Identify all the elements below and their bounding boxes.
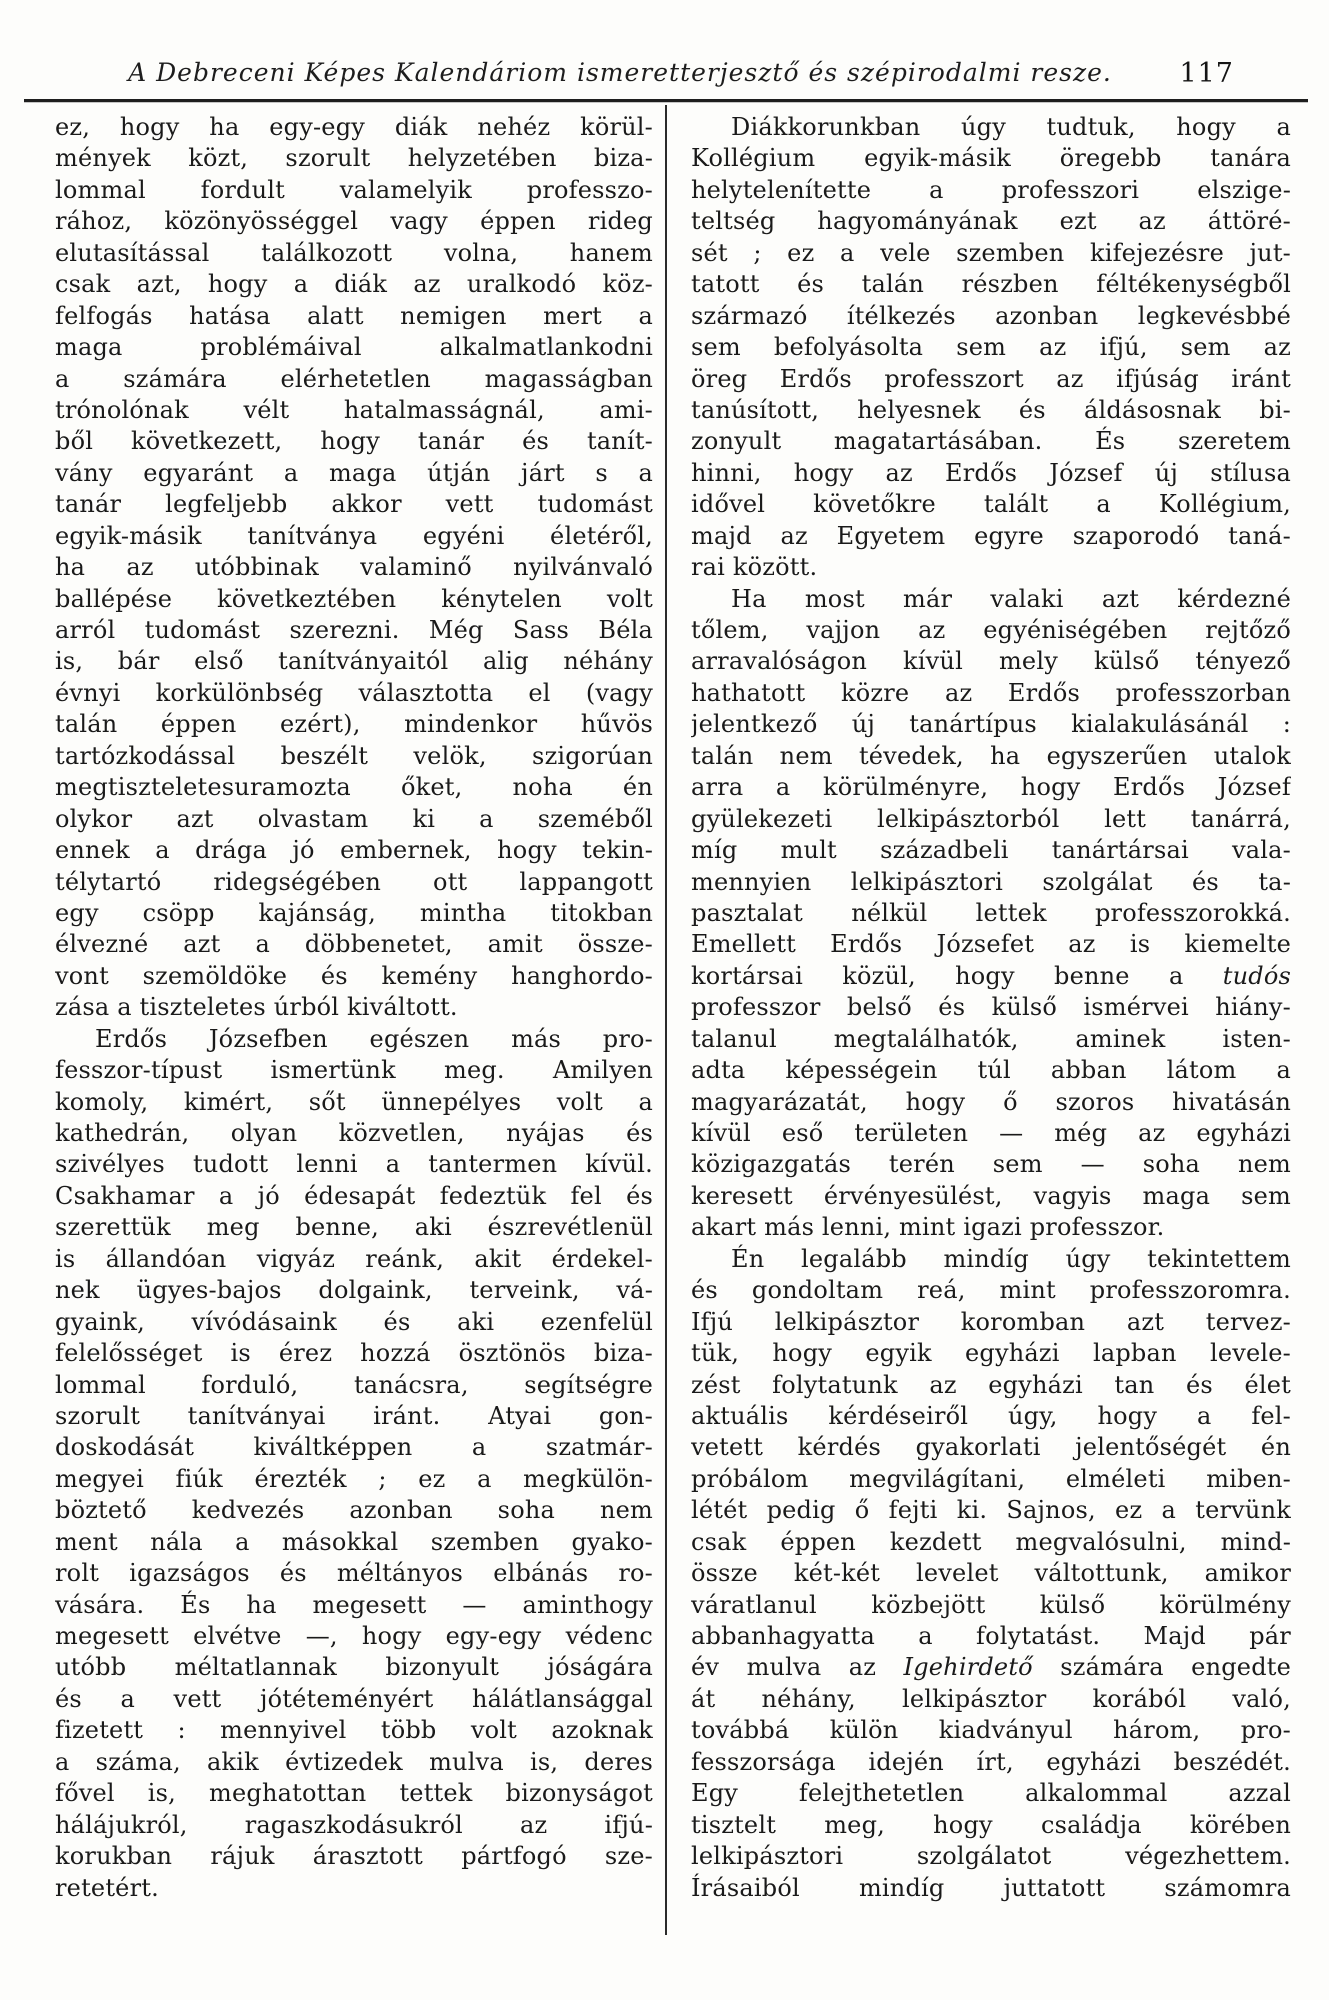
text-line: vetett kérdés gyakorlati jelentőségét én [691,1433,1291,1462]
left-text-column [55,112,653,1904]
text-line: arról tudomást szerezni. Még Sass Béla [55,616,653,644]
text-line: tük, hogy egyik egyházi lapban levele- [691,1339,1291,1368]
text-line: nek ügyes-bajos dolgaink, terveink, vá- [55,1276,653,1305]
text-line: ez, hogy ha egy-egy diák nehéz körül- [55,113,653,141]
text-line: Én legalább mindíg úgy tekintettem [731,1244,1291,1273]
text-line: hinni, hogy az Erdős József új stílusa [691,458,1291,487]
text-line: utóbb méltatlannak bizonyult jóságára [55,1653,653,1682]
text-line: talán éppen ezért), mindenkor hűvös [55,710,653,739]
text-line: trónolónak vélt hatalmasságnál, ami- [55,395,653,424]
text-line: sem befolyásolta sem az ifjú, sem az [691,333,1291,362]
text-line: míg mult századbeli tanártársai vala- [691,836,1291,865]
text-line: ennek a drága jó embernek, hogy tekin- [55,836,653,865]
text-line: komoly, kimért, sőt ünnepélyes volt a [55,1087,653,1116]
text-line: öreg Erdős professzort az ifjúság iránt [691,364,1291,393]
text-line: hálájukról, ragaszkodásukról az ifjú- [55,1810,653,1839]
text-line: maga problémáival alkalmatlankodni [55,333,653,362]
text-line: gyülekezeti lelkipásztorból lett tanárrá, [691,804,1291,833]
text-line: megyei fiúk érezték ; ez a megkülön- [55,1464,653,1493]
text-line: magyarázatát, hogy ő szoros hivatásán [691,1087,1291,1116]
right-text-column [691,112,1291,1904]
text-line: fesszorsága idején írt, egyházi beszédét. [691,1747,1291,1776]
text-line: ha az utóbbinak valaminő nyilvánvaló [55,553,653,582]
text-line: télytartó ridegségében ott lappangott [55,867,653,896]
text-line: tatott és talán részben féltékenységből [691,270,1291,299]
text-line: Ha most már valaki azt kérdezné [731,584,1291,613]
text-line: felelősséget is érez hozzá ösztönös biza- [55,1339,653,1368]
text-line: talanul megtalálhatók, aminek isten- [691,1024,1291,1053]
text-line: korukban rájuk árasztott pártfogó sze- [55,1842,653,1871]
text-line: élvezné azt a döbbenetet, amit össze- [55,930,653,959]
text-line: Egy felejthetetlen alkalommal azzal [691,1779,1291,1808]
text-line: olykor azt olvastam ki a szeméből [55,804,653,833]
text-line: váratlanul közbejött külső körülmény [691,1590,1291,1619]
text-line: adta képességein túl abban látom a [691,1056,1291,1085]
text-line: egy csöpp kajánság, mintha titokban [55,898,653,927]
text-line: tisztelt meg, hogy családja körében [691,1810,1291,1839]
text-line: mények közt, szorult helyzetében biza- [55,144,653,173]
text-line: ből következett, hogy tanár és tanít- [55,427,653,456]
text-line: fesszor-típust ismertünk meg. Amilyen [55,1056,653,1085]
text-line: kathedrán, olyan közvetlen, nyájas és [55,1119,653,1147]
text-line: zonyult magatartásában. És szeretem [691,427,1291,456]
text-line: csak éppen kezdett megvalósulni, mind- [691,1527,1291,1556]
text-line: ballépése következtében kénytelen volt [55,584,653,613]
text-line: böztető kedvezés azonban soha nem [55,1496,653,1525]
text-line: Kollégium egyik-másik öregebb tanára [691,144,1291,173]
text-line: Írásaiból mindíg juttatott számomra [691,1873,1291,1902]
text-line: továbbá külön kiadványul három, pro- [691,1716,1291,1745]
text-line: akart más lenni, mint igazi professzor. [691,1213,1165,1242]
text-line: doskodását kiváltképpen a szatmár- [55,1433,653,1462]
text-line: a száma, akik évtizedek mulva is, deres [55,1747,653,1776]
text-line: rai között. [691,553,818,582]
text-line: is állandóan vigyáz reánk, akit érdekel- [55,1244,653,1273]
running-header [40,58,1200,87]
text-line: lommal fordult valamelyik professzo- [55,175,653,204]
page-number: 117 [1179,58,1234,89]
text-line: csak azt, hogy a diák az uralkodó köz- [55,270,653,299]
text-line: vány egyaránt a maga útján járt s a [55,458,653,487]
text-line: sét ; ez a vele szemben kifejezésre jut- [691,238,1291,267]
text-line: szivélyes tudott lenni a tantermen kívül. [55,1150,653,1179]
text-line: tanúsított, helyesnek és áldásosnak bi- [691,395,1291,424]
text-line: megtiszteletesuramozta őket, noha én [55,773,653,802]
text-line: aktuális kérdéseiről úgy, hogy a fel- [691,1401,1291,1430]
text-line: zása a tiszteletes úrból kiváltott. [55,993,458,1022]
text-line: vont szemöldöke és kemény hanghordo- [55,961,653,990]
text-line: teltség hagyományának ezt az áttöré- [691,207,1291,236]
text-line: professzor belső és külső ismérvei hiány- [691,993,1291,1022]
text-line: kortársai közül, hogy benne a tudós [691,961,1291,990]
text-line: lommal forduló, tanácsra, segítségre [55,1370,653,1399]
text-line: arravalóságon kívül mely külső tényező [691,647,1291,676]
text-line: rához, közönyösséggel vagy éppen rideg [55,207,653,236]
text-line: év mulva az Igehirdető számára engedte [691,1653,1291,1682]
text-line: idővel követőkre talált a Kollégium, [691,490,1291,519]
column-divider [665,105,667,1935]
text-line: is, bár első tanítványaitól alig néhány [55,647,653,676]
text-line: majd az Egyetem egyre szaporodó taná- [691,521,1291,550]
text-line: jelentkező új tanártípus kialakulásánál : [691,710,1291,739]
text-line: tanár legfeljebb akkor vett tudomást [55,490,653,519]
text-line: hathatott közre az Erdős professzorban [691,678,1291,707]
text-line: évnyi korkülönbség választotta el (vagy [55,678,653,707]
text-line: szorult tanítványai iránt. Atyai gon- [55,1401,653,1430]
text-line: ment nála a másokkal szemben gyako- [55,1527,653,1556]
text-line: mennyien lelkipásztori szolgálat és ta- [691,867,1291,896]
text-line: lelkipásztori szolgálatot végezhettem. [691,1842,1291,1871]
text-line: Ifjú lelkipásztor koromban azt tervez- [691,1307,1291,1336]
text-line: próbálom megvilágítani, elméleti miben- [691,1464,1291,1493]
header-rule [24,99,1308,102]
text-line: Erdős Józsefben egészen más pro- [95,1024,653,1053]
text-line: zést folytatunk az egyházi tan és élet [691,1370,1291,1399]
text-line: át néhány, lelkipásztor korából való, [691,1684,1291,1713]
text-line: retetért. [55,1873,159,1902]
running-header-title: A Debreceni Képes Kalendáriom ismeretterjesztő és szépirodalmi resze. [128,58,1112,87]
text-line: tartózkodással beszélt velök, szigorúan [55,741,653,770]
text-line: abbanhagyatta a folytatást. Majd pár [691,1622,1291,1650]
text-line: gyaink, vívódásaink és aki ezenfelül [55,1307,653,1336]
text-line: megesett elvétve —, hogy egy-egy védenc [55,1622,653,1650]
text-line: keresett érvényesülést, vagyis maga sem [691,1181,1291,1210]
text-line: kívül eső területen — még az egyházi [691,1119,1291,1147]
text-line: egyik-másik tanítványa egyéni életéről, [55,521,653,550]
text-line: tőlem, vajjon az egyéniségében rejtőző [691,616,1291,644]
text-line: össze két-két levelet váltottunk, amikor [691,1559,1291,1588]
text-line: rolt igazságos és méltányos elbánás ro- [55,1559,653,1588]
text-line: Csakhamar a jó édesapát fedeztük fel és [55,1181,653,1210]
text-line: vására. És ha megesett — aminthogy [55,1590,653,1619]
text-line: helytelenítette a professzori elszige- [691,175,1291,204]
text-line: a számára elérhetetlen magasságban [55,364,653,393]
text-line: származó ítélkezés azonban legkevésbbé [691,301,1291,330]
text-line: létét pedig ő fejti ki. Sajnos, ez a tervünk [691,1496,1291,1525]
text-line: fővel is, meghatottan tettek bizonyságot [55,1779,653,1808]
text-line: közigazgatás terén sem — soha nem [691,1150,1291,1179]
text-line: fizetett : mennyivel több volt azoknak [55,1716,653,1745]
text-line: Diákkorunkban úgy tudtuk, hogy a [731,113,1291,141]
text-line: pasztalat nélkül lettek professzorokká. [691,898,1291,927]
text-line: és gondoltam reá, mint professzoromra. [691,1276,1291,1305]
text-line: arra a körülményre, hogy Erdős József [691,773,1291,802]
text-line: felfogás hatása alatt nemigen mert a [55,301,653,330]
text-line: talán nem tévedek, ha egyszerűen utalok [691,741,1291,770]
text-line: és a vett jótéteményért hálátlansággal [55,1684,653,1713]
text-line: szerettük meg benne, aki észrevétlenül [55,1213,653,1242]
text-line: elutasítással találkozott volna, hanem [55,238,653,267]
text-line: Emellett Erdős Józsefet az is kiemelte [691,930,1291,959]
